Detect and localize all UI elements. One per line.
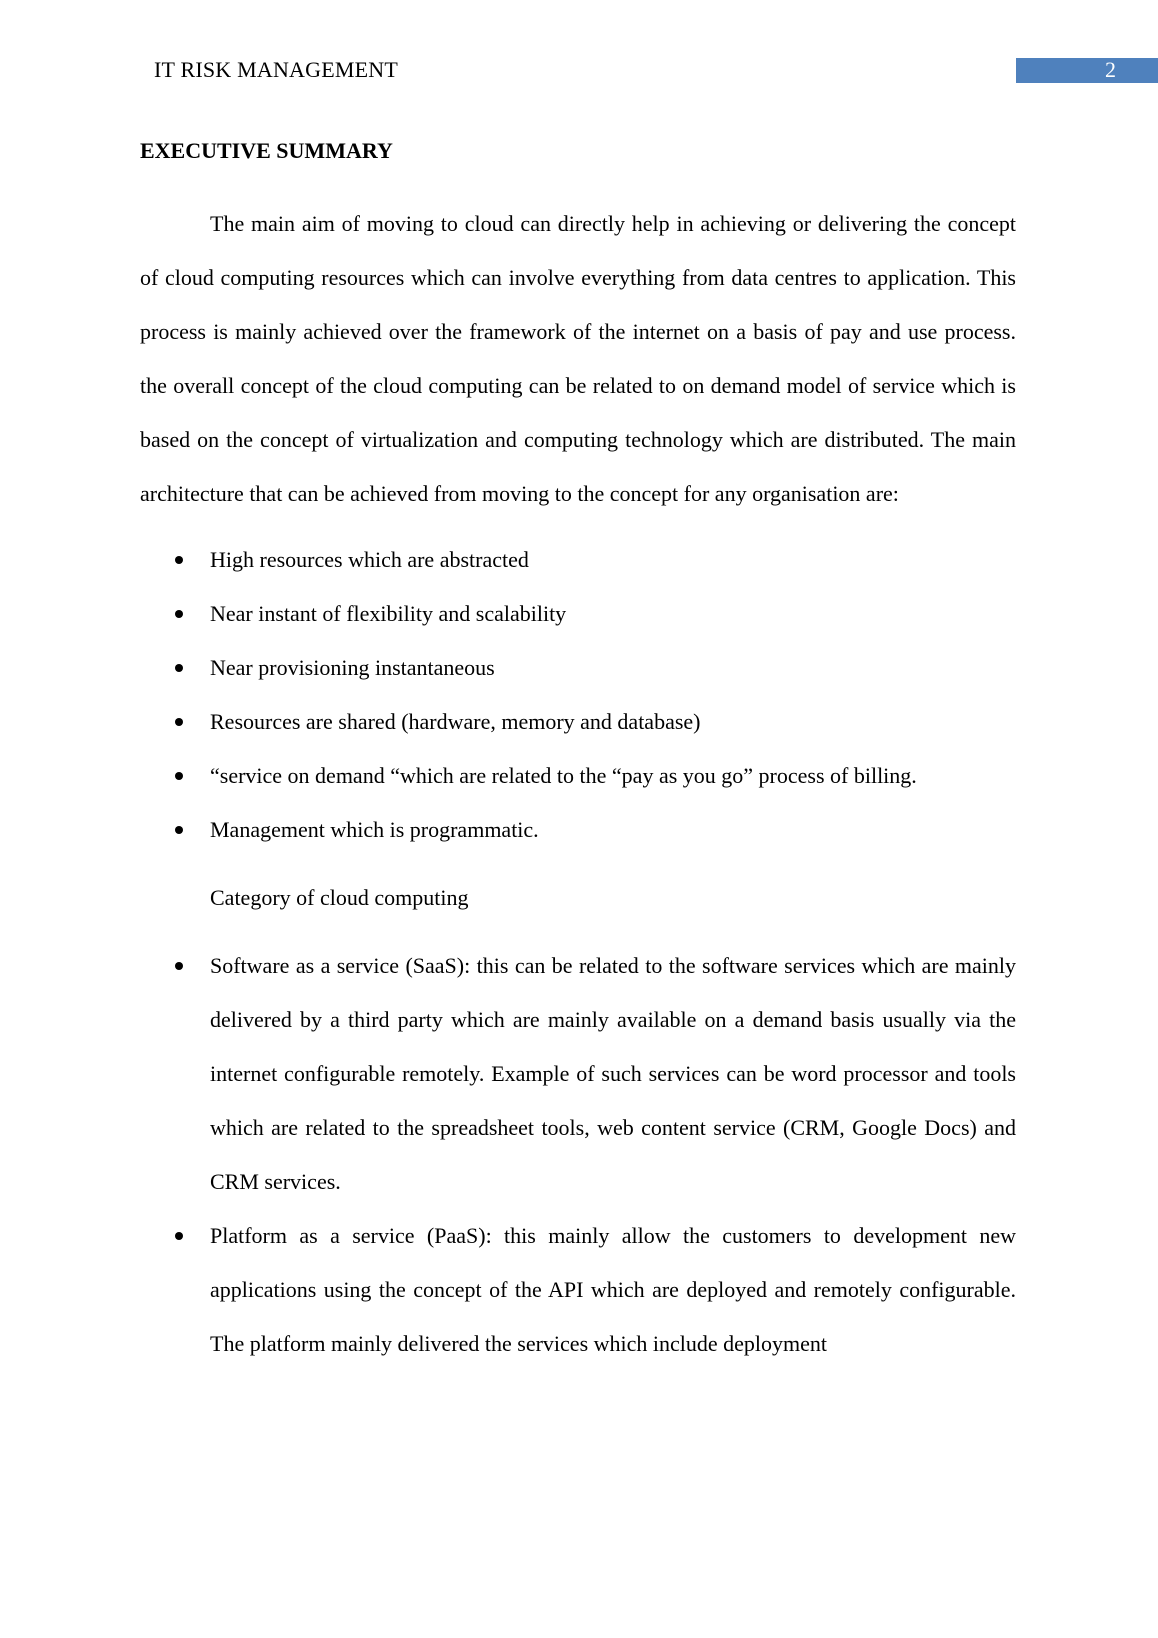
list-item [140, 1209, 1016, 1371]
list-item-text: Software as a service (SaaS): this can be related to the software services which are mainly delivered by a third party which are mainly available on a demand basis usually via the internet configurable remotely. Example of such services can be word processor and tools which are related to the spreadsheet tools, web content service (CRM, Google Docs) and CRM services. [210, 953, 1016, 1194]
bullet-icon [175, 1232, 183, 1240]
running-header-title: IT RISK MANAGEMENT [154, 57, 398, 82]
list-item-text: Resources are shared (hardware, memory and database) [210, 709, 701, 734]
section-heading: EXECUTIVE SUMMARY [140, 138, 393, 163]
list-item [140, 803, 1016, 857]
list-item [140, 749, 1016, 803]
list-item-text: Near instant of flexibility and scalability [210, 601, 567, 626]
list-item [140, 695, 1016, 749]
architecture-list [140, 533, 1016, 857]
list-item-text: “service on demand “which are related to the “pay as you go” process of billing. [210, 763, 917, 788]
bullet-icon [175, 556, 183, 564]
bullet-icon [175, 610, 183, 618]
list-item [140, 939, 1016, 1209]
bullet-icon [175, 962, 183, 970]
list-item [140, 533, 1016, 587]
list-item-text: Management which is programmatic. [210, 817, 539, 842]
list-item [140, 587, 1016, 641]
category-list [140, 939, 1016, 1371]
page-number-box [1016, 58, 1158, 83]
list-item-text: High resources which are abstracted [210, 547, 529, 572]
category-heading: Category of cloud computing [210, 885, 469, 910]
document-body [140, 137, 1016, 1371]
list-item-text: Near provisioning instantaneous [210, 655, 495, 680]
bullet-icon [175, 826, 183, 834]
bullet-icon [175, 664, 183, 672]
list-item [140, 641, 1016, 695]
bullet-icon [175, 718, 183, 726]
page-number: 2 [1105, 57, 1116, 82]
intro-paragraph: The main aim of moving to cloud can directly help in achieving or delivering the concept of cloud computing resources which can involve everything from data centres to application. This process is mainly achieved over the framework of the internet on a basis of pay and use process. the overall concept of the cloud computing can be related to on demand model of service which is based on the concept of virtualization and computing technology which are distributed. The main architecture that can be achieved from moving to the concept for any organisation are: [140, 211, 1016, 506]
list-item-text: Platform as a service (PaaS): this mainly allow the customers to development new applications using the concept of the API which are deployed and remotely configurable. The platform mainly delivered the services which include deployment [210, 1223, 1016, 1356]
bullet-icon [175, 772, 183, 780]
